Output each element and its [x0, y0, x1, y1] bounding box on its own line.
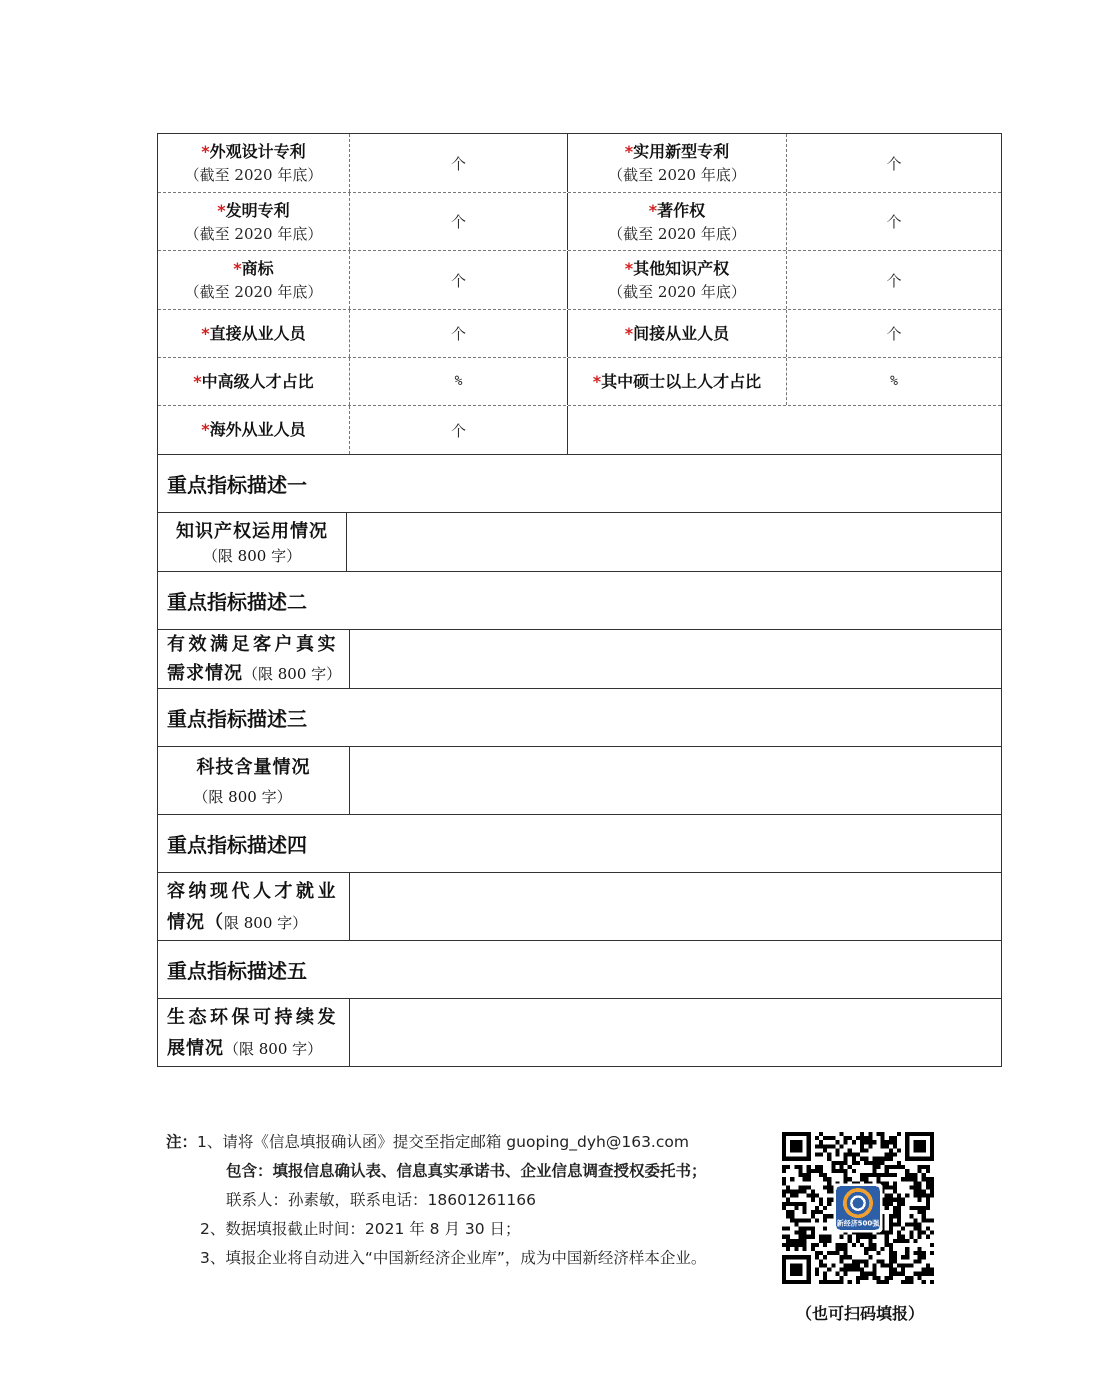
sustainability-textarea[interactable] — [350, 999, 1001, 1066]
talent-employment-label-cont: 情况（ — [167, 912, 224, 933]
copyright-label: 著作权 — [657, 200, 706, 220]
logo-text: 新经济500强 — [836, 1219, 880, 1228]
char-limit-note: 限 800 字） — [224, 914, 308, 932]
stats-row — [158, 358, 1001, 406]
label-cell — [158, 406, 350, 454]
label-cell — [568, 310, 787, 357]
required-mark: * — [201, 323, 210, 343]
qr-caption: （也可扫码填报） — [795, 1304, 924, 1323]
senior-talent-ratio-label: 中高级人才占比 — [201, 371, 314, 391]
customer-needs-label-cont: 需求情况 — [167, 662, 243, 684]
notes-block — [166, 1128, 766, 1273]
tech-content-label: 科技含量情况 — [196, 756, 311, 778]
section-title: 重点指标描述一 — [158, 455, 1001, 513]
char-limit-note: （限 800 字） — [224, 1040, 323, 1058]
stats-row — [158, 310, 1001, 358]
label-cell — [158, 193, 350, 250]
utility-patent-label: 实用新型专利 — [633, 142, 730, 161]
masters-ratio-label: 其中硕士以上人才占比 — [601, 371, 762, 391]
section-label — [158, 873, 350, 940]
char-limit-note: （限 800 字） — [243, 664, 342, 683]
section-row — [158, 513, 1001, 572]
section-title: 重点指标描述五 — [158, 941, 1001, 999]
unit-text: 个 — [886, 154, 902, 173]
unit-text: 个 — [886, 213, 902, 231]
required-mark: * — [217, 200, 226, 220]
section-row — [158, 747, 1001, 815]
trademark-label: 商标 — [241, 259, 274, 278]
as-of-note: （截至 2020 年底） — [184, 224, 323, 243]
as-of-note: （截至 2020 年底） — [608, 166, 746, 184]
section-label — [158, 513, 347, 571]
section-title: 重点指标描述四 — [158, 815, 1001, 873]
required-mark: * — [233, 259, 242, 278]
required-mark: * — [624, 323, 634, 343]
masters-ratio-input[interactable] — [787, 358, 1001, 405]
ip-usage-label: 知识产权运用情况 — [176, 520, 328, 542]
section-title: 重点指标描述三 — [158, 689, 1001, 747]
unit-text: 个 — [886, 271, 902, 290]
section-row — [158, 630, 1001, 689]
required-mark: * — [624, 259, 634, 278]
customer-needs-textarea[interactable] — [350, 630, 1001, 688]
note-1: 1、请将《信息填报确认函》提交至指定邮箱 guoping_dyh@163.com — [197, 1133, 689, 1151]
unit-text: 个 — [450, 325, 466, 343]
section-title: 重点指标描述二 — [158, 572, 1001, 630]
stats-row — [158, 193, 1001, 251]
char-limit-note: （限 800 字） — [193, 787, 292, 806]
unit-text: 个 — [450, 421, 466, 440]
required-mark: * — [201, 420, 210, 439]
tech-content-textarea[interactable] — [350, 747, 1001, 814]
other-ip-input[interactable] — [787, 251, 1001, 309]
design-patent-label: 外观设计专利 — [209, 142, 306, 161]
section-label — [158, 747, 350, 814]
required-mark: * — [592, 371, 602, 391]
required-mark: * — [624, 142, 634, 161]
as-of-note: （截至 2020 年底） — [608, 224, 746, 243]
char-limit-note: （限 800 字） — [202, 546, 302, 565]
as-of-note: （截至 2020 年底） — [184, 283, 323, 301]
note-1-contact: 联系人：孙素敏，联系电话：18601261166 — [226, 1191, 536, 1209]
overseas-employees-label: 海外从业人员 — [209, 420, 306, 439]
required-mark: * — [648, 200, 658, 220]
sustainability-label: 生态环保可持续发 — [167, 1007, 339, 1028]
unit-text: % — [454, 374, 463, 389]
as-of-note: （截至 2020 年底） — [608, 283, 746, 301]
unit-text: 个 — [450, 213, 466, 231]
copyright-input[interactable] — [787, 193, 1001, 250]
indirect-employees-input[interactable] — [787, 310, 1001, 357]
talent-employment-textarea[interactable] — [350, 873, 1001, 940]
senior-talent-ratio-input[interactable] — [350, 358, 568, 405]
trademark-input[interactable] — [350, 251, 568, 309]
section-row — [158, 999, 1001, 1066]
section-label — [158, 999, 350, 1066]
unit-text: 个 — [450, 271, 466, 290]
label-cell — [158, 310, 350, 357]
notes-prefix: 注： — [166, 1133, 198, 1151]
note-1-contents: 包含：填报信息确认表、信息真实承诺书、企业信息调查授权委托书； — [226, 1162, 707, 1180]
label-cell — [158, 134, 350, 192]
overseas-employees-input[interactable] — [350, 406, 568, 454]
design-patent-input[interactable] — [350, 134, 568, 192]
talent-employment-label: 容纳现代人才就业 — [167, 881, 339, 902]
label-cell — [158, 251, 350, 309]
stats-row — [158, 251, 1001, 310]
info-form-table — [157, 133, 1002, 1067]
customer-needs-label: 有效满足客户真实 — [167, 633, 339, 655]
indirect-employees-label: 间接从业人员 — [633, 323, 730, 343]
note-2: 2、数据填报截止时间：2021 年 8 月 30 日； — [200, 1220, 521, 1238]
label-cell — [568, 358, 787, 405]
qr-code[interactable] — [782, 1132, 934, 1284]
required-mark: * — [201, 142, 210, 161]
stats-row — [158, 134, 1001, 193]
empty-cell — [568, 406, 1001, 454]
label-cell — [568, 251, 787, 309]
stats-row — [158, 406, 1001, 455]
direct-employees-label: 直接从业人员 — [209, 323, 306, 343]
other-ip-label: 其他知识产权 — [633, 259, 730, 278]
utility-patent-input[interactable] — [787, 134, 1001, 192]
unit-text: % — [890, 374, 898, 389]
section-row — [158, 873, 1001, 941]
label-cell — [568, 134, 787, 192]
invention-patent-input[interactable] — [350, 193, 568, 250]
ip-usage-textarea[interactable] — [347, 513, 1001, 571]
label-cell — [568, 193, 787, 250]
unit-text: 个 — [450, 154, 466, 173]
invention-patent-label: 发明专利 — [225, 200, 290, 220]
section-label — [158, 630, 350, 688]
required-mark: * — [193, 371, 202, 391]
unit-text: 个 — [886, 325, 902, 343]
note-3: 3、填报企业将自动进入“中国新经济企业库”，成为中国新经济样本企业。 — [200, 1249, 707, 1267]
label-cell — [158, 358, 350, 405]
sustainability-label-cont: 展情况 — [167, 1038, 224, 1059]
as-of-note: （截至 2020 年底） — [184, 166, 323, 184]
direct-employees-input[interactable] — [350, 310, 568, 357]
